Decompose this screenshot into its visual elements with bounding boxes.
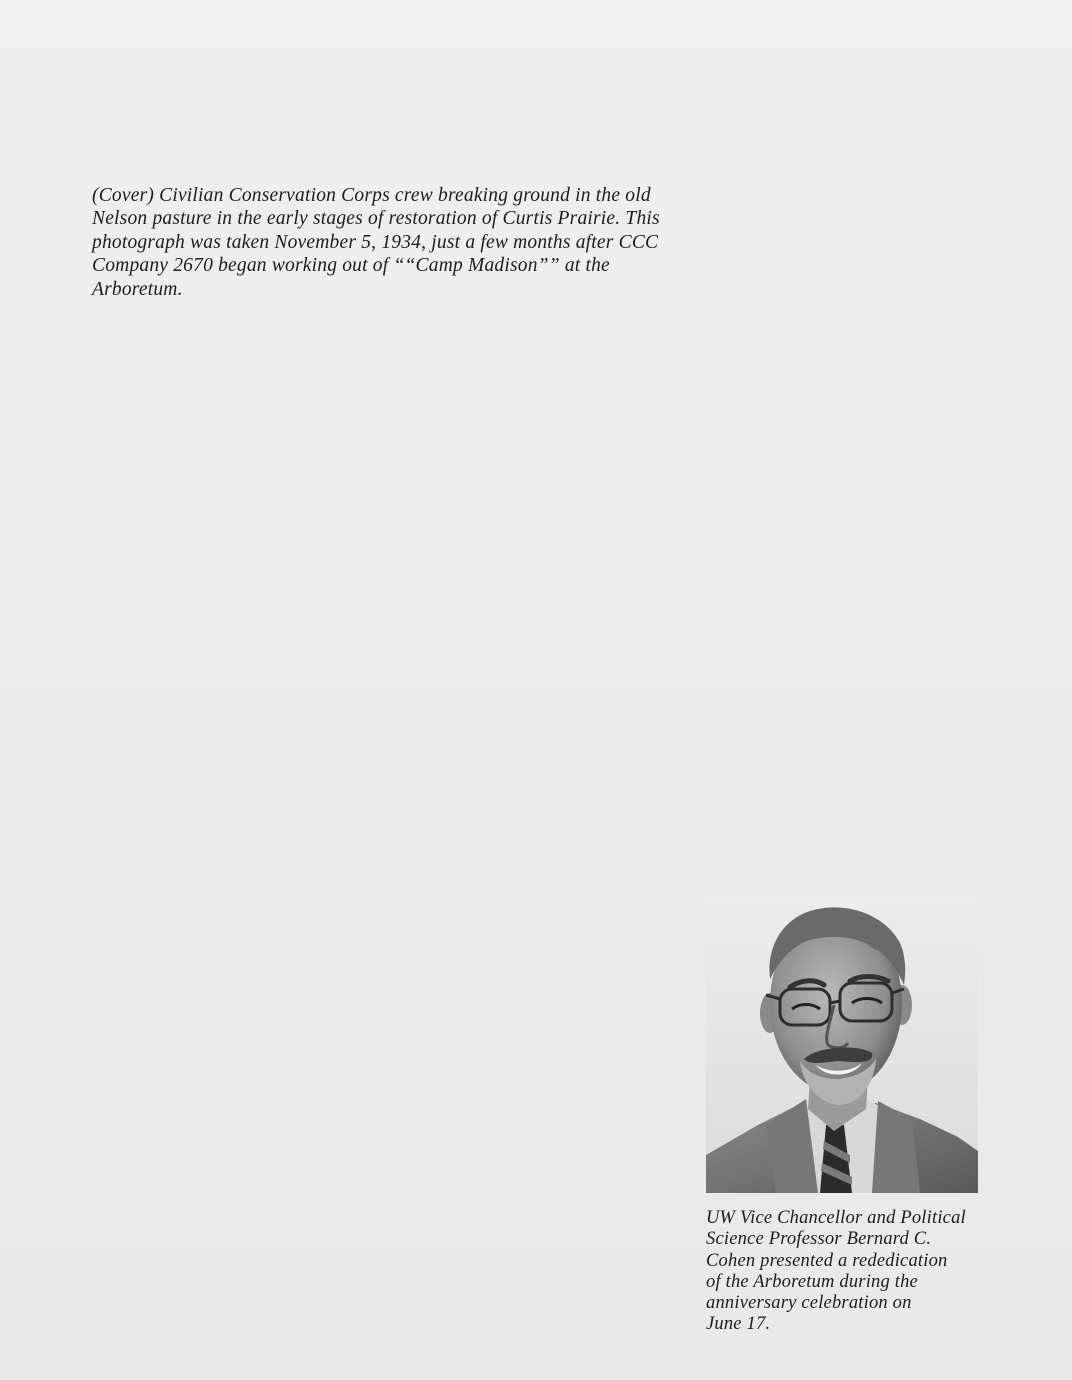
portrait-photo [706,893,978,1193]
portrait-photo-icon [706,893,978,1193]
cover-caption: (Cover) Civilian Conservation Corps crew breaking ground in the old Nelson pasture in the early stages of restoration of Curtis Prairie. This photograph was taken November 5, 1934, just a few months after CCC Company 2670 began working out of ““Camp Madison”” at the Arboretum. [92,185,660,300]
photo-caption: UW Vice Chancellor and Political Science Professor Bernard C. Cohen presented a rededication of the Arboretum during the anniversary celebration on June 17. [706,1208,966,1335]
